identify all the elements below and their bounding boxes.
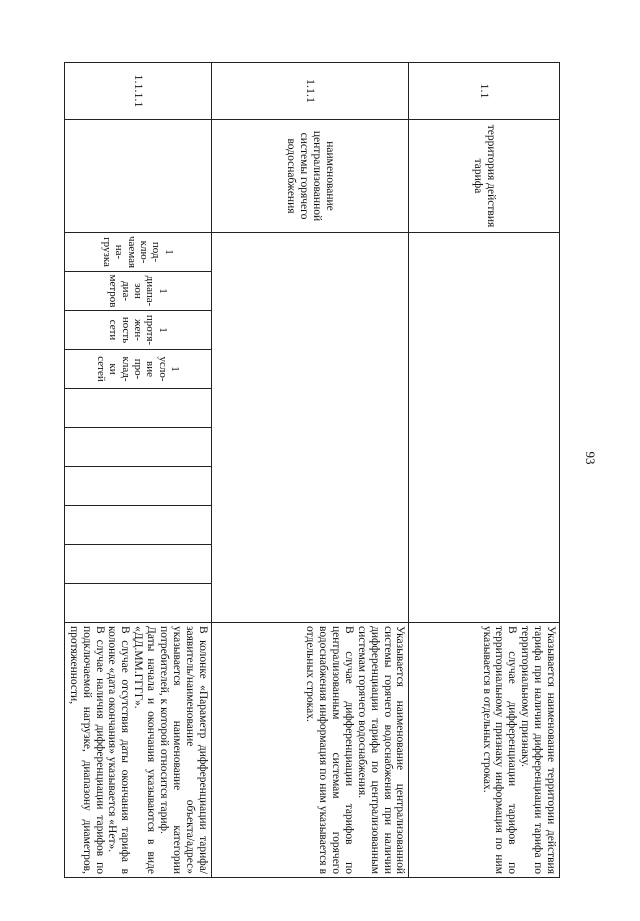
row-code: 1.1 bbox=[409, 63, 560, 120]
row-description bbox=[409, 623, 560, 878]
empty-cell bbox=[65, 506, 212, 545]
table-row bbox=[409, 63, 560, 878]
row-description bbox=[211, 623, 409, 878]
empty-cell bbox=[409, 233, 560, 623]
empty-cell bbox=[65, 120, 212, 233]
column-marker: 1 bbox=[168, 366, 181, 372]
description-paragraph: В случае дифференциации тарифов по централизованным системам горячего водоснабжения информация по ним указывается в отдельных строках. bbox=[304, 626, 355, 874]
empty-cell bbox=[65, 428, 212, 467]
empty-cell bbox=[65, 389, 212, 428]
subcolumn-label: протя-жен-ность сети bbox=[107, 314, 157, 346]
subcolumn-header bbox=[65, 311, 212, 350]
description-paragraph: Указывается наименование централизованной системы горячего водоснабжения при наличии дифференциации тарифа по централизованным системам горячего водоснабжения. bbox=[355, 626, 407, 874]
description-paragraph: В случае отсутствия даты окончания тарифа в колонке «дата окончания» указывается «Нет». bbox=[106, 626, 132, 874]
subcolumn-label: под-клю-чаемая на-грузка bbox=[101, 235, 163, 269]
column-marker: 1 bbox=[162, 249, 175, 255]
empty-cell bbox=[65, 467, 212, 506]
subcolumn-header bbox=[65, 350, 212, 389]
column-marker: 1 bbox=[156, 327, 169, 333]
row-name: территория действия тарифа bbox=[409, 120, 560, 233]
row-code: 1.1.1.1 bbox=[65, 63, 212, 120]
empty-cell bbox=[65, 584, 212, 623]
subcolumn-label: диапа-зон диа-метров bbox=[107, 274, 157, 308]
row-name: наименование централизованной системы горячего водоснабжения bbox=[211, 120, 409, 233]
column-marker: 1 bbox=[156, 288, 169, 294]
subcolumn-header bbox=[65, 272, 212, 311]
tariff-table bbox=[64, 62, 560, 878]
page-number: 93 bbox=[583, 451, 598, 465]
description-paragraph: В случае дифференциации тарифов по территориальному признаку информация по ним указывается в отдельных строках. bbox=[480, 626, 519, 874]
subcolumn-label: усло-вие про-клад-ки сетей bbox=[95, 356, 169, 382]
table-row bbox=[65, 63, 212, 878]
row-code: 1.1.1 bbox=[211, 63, 409, 120]
description-paragraph: Даты начала и окончания указываются в виде «ДД.ММ.ГГГГ». bbox=[132, 626, 158, 874]
description-paragraph: Указывается наименование территории действия тарифа при наличии дифференциации тарифа по территориальному признаку. bbox=[519, 626, 557, 874]
rotated-table-wrapper bbox=[64, 62, 560, 878]
empty-cell bbox=[65, 545, 212, 584]
row-description bbox=[65, 623, 212, 878]
table-row bbox=[211, 63, 409, 878]
empty-cell bbox=[211, 233, 409, 623]
description-paragraph: В колонке «Параметр дифференциации тарифа/заявитель/наименование объекта/адрес» указывается наименование категории потребителей, к которой относится тариф. bbox=[158, 626, 209, 874]
subcolumn-header bbox=[65, 233, 212, 272]
description-paragraph: В случае наличия дифференциации тарифов по подключаемой нагрузке, диапазону диаметров, протяженности, bbox=[67, 626, 106, 874]
